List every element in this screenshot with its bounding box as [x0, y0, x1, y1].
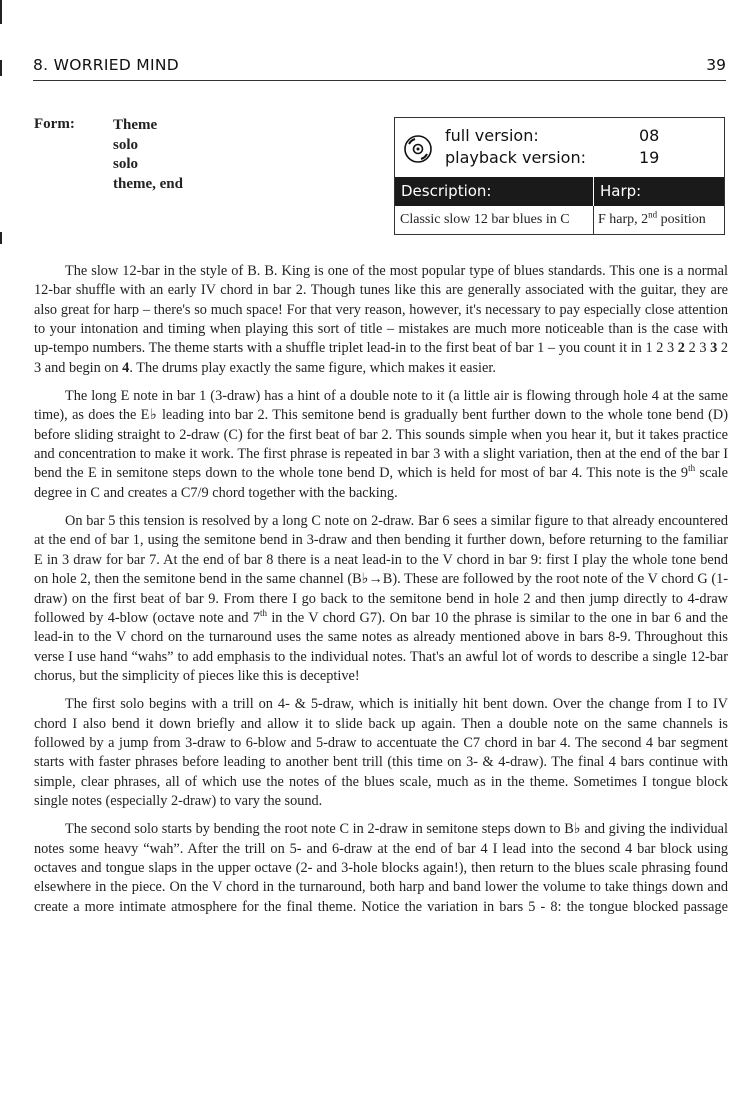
info-header-bar [395, 177, 724, 206]
margin-mark [0, 60, 2, 76]
margin-mark [0, 0, 2, 24]
cd-icon [403, 134, 433, 164]
form-item: solo [113, 156, 139, 172]
form-item: solo [113, 136, 139, 153]
form-item: Theme [113, 117, 158, 133]
info-values-row [395, 206, 724, 234]
full-version-label: full version: [445, 126, 539, 145]
body-text [34, 262, 728, 926]
paragraph: The long E note in bar 1 (3-draw) has a hint of a double note to it (a little air is flowing through hole 4 at the same time), as does the E♭ leading into bar 2. This semitone bend is gradually bent further down to the whole tone bend (D) before sliding straight to 2-draw (C) for the first beat of bar 2. This sounds simple when you hear it, but it takes practice and concentration to make it work. The first phrase is repeated in bar 3 with a slight variation, then at the end of the bar I bend the E in semitone steps down to the whole tone bend D, which is held for most of bar 4. This note is the 9th scale degree in C and creates a C7/9 chord together with the backing. [34, 388, 729, 501]
track-info-box [394, 117, 725, 235]
description-value: Classic slow 12 bar blues in C [400, 212, 570, 227]
chapter-title: 8. WORRIED MIND [33, 56, 179, 74]
paragraph: The slow 12-bar in the style of B. B. King is one of the most popular type of blues standards. This one is a normal 12-bar shuffle with an early IV chord in bar 2. Though tunes like this are generally associated with the guitar, they are also great for harp – there's so much space! For that very reason, however, it's necessary to pay especially close attention to your intonation and timing when playing this sort of title – mistakes are much more noticeable than is the case with up-tempo numbers. The theme starts with a shuffle triplet lead-in to the first beat of bar 1 – you count it in 1 2 3 2 2 3 3 2 3 and begin on 4. The drums play exactly the same figure, which makes it easier. [34, 263, 729, 376]
paragraph: The first solo begins with a trill on 4- & 5-draw, which is initially hit bent down. Over the change from I to IV chord I also bend it down briefly and allow it to slide back up again. Then a double note on the same channels is followed by a jump from 3-draw to 6-blow and 5-draw to accentuate the C7 chord in bar 4. The second 4 bar segment starts with faster phrases before leading to another bent trill (this time on 3- & 4-draw). The final 4 bars continue with simple, clear phrases, all of which use the notes of the blues scale, much as in the theme. Sometimes I tongue block single notes (especially 2-draw) to vary the sound. [34, 696, 728, 809]
margin-mark [0, 232, 2, 244]
full-version-track: 08 [639, 126, 660, 145]
page-header [33, 56, 726, 81]
form-list [113, 116, 273, 194]
playback-version-label: playback version: [445, 148, 586, 167]
harp-value: F harp, 2nd position [598, 209, 706, 227]
description-header: Description: [401, 182, 492, 200]
paragraph: On bar 5 this tension is resolved by a long C note on 2-draw. Bar 6 sees a similar figure to that already encountered at the end of bar 1, using the semitone bend in 3-draw and then bending it further down, before returning to the familiar E in 3 draw for bar 7. At the end of bar 8 there is a neat lead-in to the V chord in bar 9: first I play the whole tone bend on hole 2, then the semitone bend in the same channel (B♭→B). These are followed by the root note of the V chord G (1-draw) on the first beat of bar 9. From there I go back to the semitone bend in hole 2 and then jump directly to 4-draw followed by 4-blow (octave note and 7th in the V chord G7). On bar 10 the phrase is similar to the one in bar 6 and the lead-in to the V chord on the turnaround uses the same notes as already mentioned above in bars 8-9. Throughout this verse I use hand “wahs” to add emphasis to the individual notes. That's an awful lot of words to describe a single 12-bar chorus, but the simplicity of pieces like this is deceptive! [34, 513, 728, 684]
harp-header: Harp: [600, 182, 642, 200]
form-item: theme, end [113, 175, 183, 192]
playback-version-track: 19 [639, 148, 660, 167]
form-label: Form: [34, 116, 75, 132]
paragraph: The second solo starts by bending the root note C in 2-draw in semitone steps down to B♭ and giving the individual notes some heavy “wah”. After the trill on 5- and 6-draw at the end of bar 4 I lead into the second 4 bar block using octaves and tongue slaps in the upper octave (2- and 3-hole blocks again!), then return to the blues scale phrasing found elsewhere in the piece. On the V chord in the turnaround, both harp and band lower the volume to take things down and create a more intimate atmosphere for the final theme. Notice the variation in bars 5 - 8: the tongue blocked passage [34, 821, 728, 915]
page-number: 39 [706, 56, 726, 74]
